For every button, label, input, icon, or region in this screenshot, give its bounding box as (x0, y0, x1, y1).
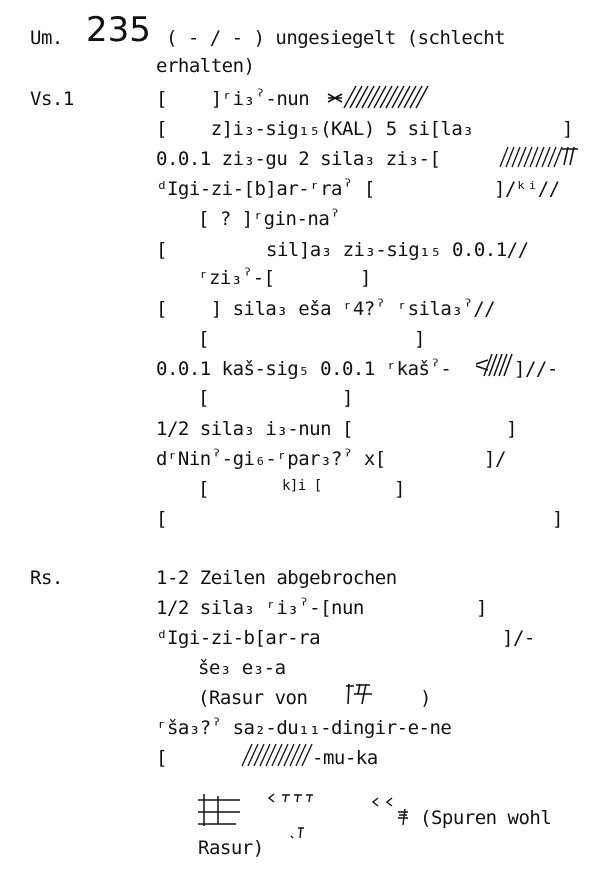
seal-note: ( - / - ) ungesiegelt (schlecht (166, 27, 506, 49)
rev-line-1: 1-2 Zeilen abgebrochen (156, 567, 397, 589)
rev-line-5-end: ) (420, 687, 431, 709)
um-label: Um. (30, 27, 63, 49)
line-12: 1/2 sila₃ i₃-nun [ (156, 418, 353, 440)
trace-wedges-icon-2 (372, 796, 402, 808)
line-9: [ (198, 328, 209, 350)
damaged-sign-icon (474, 352, 514, 378)
rev-line-3: ᵈIgi-zi-b[ar-ra (156, 627, 321, 649)
hatch-damage-icon-2 (240, 742, 314, 768)
line-2-end: ] (562, 118, 573, 140)
line-12-end: ] (506, 418, 517, 440)
hatch-damage-icon (326, 84, 446, 112)
line-9-end: ] (414, 328, 425, 350)
line-4-end: ]/ᵏⁱ// (494, 178, 560, 200)
line-2: [ z]i₃-sig₁₅(KAL) 5 si[la₃ (156, 118, 474, 140)
rev-line-8: (Spuren wohl (420, 807, 552, 829)
line-6: sil]a₃ zi₃-sig₁₅ 0.0.1// (266, 239, 529, 261)
line-7-end: ] (360, 267, 371, 289)
hatch-sign-icon (498, 145, 582, 169)
rev-line-9: Rasur) (198, 837, 264, 859)
tablet-number: 235 (86, 10, 151, 50)
line-11-end: ] (342, 387, 353, 409)
rev-line-7-end: -mu-ka (312, 747, 378, 769)
trace-mark-icon (290, 826, 306, 840)
obverse-label: Vs.1 (30, 88, 74, 110)
line-15-end: ] (552, 508, 563, 530)
rev-line-4: še₃ e₃-a (198, 657, 286, 679)
rev-line-5: (Rasur von (198, 687, 308, 709)
line-5: [ ? ]ʳgin-naˀ (198, 208, 341, 230)
line-14: k]i [ (282, 478, 322, 494)
line-1: [ ]ʳi₃ˀ-nun (156, 88, 310, 110)
rev-line-3-end: ]/- (502, 627, 535, 649)
rev-line-7: [ (156, 747, 167, 769)
line-15: [ (156, 508, 167, 530)
line-4: ᵈIgi-zi-[b]ar-ʳraˀ [ (156, 178, 375, 200)
rev-line-2-end: ] (476, 597, 487, 619)
line-10: 0.0.1 kaš-sig₅ 0.0.1 ʳkašˀ- (156, 358, 452, 380)
trace-glyph-icon (396, 808, 410, 826)
line-14-end: ] (394, 478, 405, 500)
line-11: [ (198, 387, 209, 409)
line-13-end: ]/ (484, 448, 506, 470)
reverse-label: Rs. (30, 567, 63, 589)
trace-sign-icon (196, 792, 246, 828)
line-8: [ ] sila₃ eša ʳ4?ˀ ʳsila₃ˀ// (156, 298, 496, 320)
cuneiform-sign-icon (344, 682, 374, 706)
line-14-bracket: [ (198, 478, 209, 500)
rev-line-6: ʳša₃?ˀ sa₂-du₁₁-dingir-e-ne (156, 717, 452, 739)
line-3: 0.0.1 zi₃-gu 2 sila₃ zi₃-[ (156, 148, 441, 170)
line-6-bracket: [ (156, 239, 167, 261)
rev-line-2: 1/2 sila₃ ʳi₃ˀ-[nun (156, 597, 364, 619)
seal-note-cont: erhalten) (156, 55, 255, 77)
line-7: ʳzi₃ˀ-[ (198, 267, 275, 289)
line-13: dʳNinˀ-gi₆-ʳpar₃?ˀ x[ (156, 448, 386, 470)
line-10-end: ]//- (514, 358, 558, 380)
trace-wedges-icon (268, 792, 314, 804)
